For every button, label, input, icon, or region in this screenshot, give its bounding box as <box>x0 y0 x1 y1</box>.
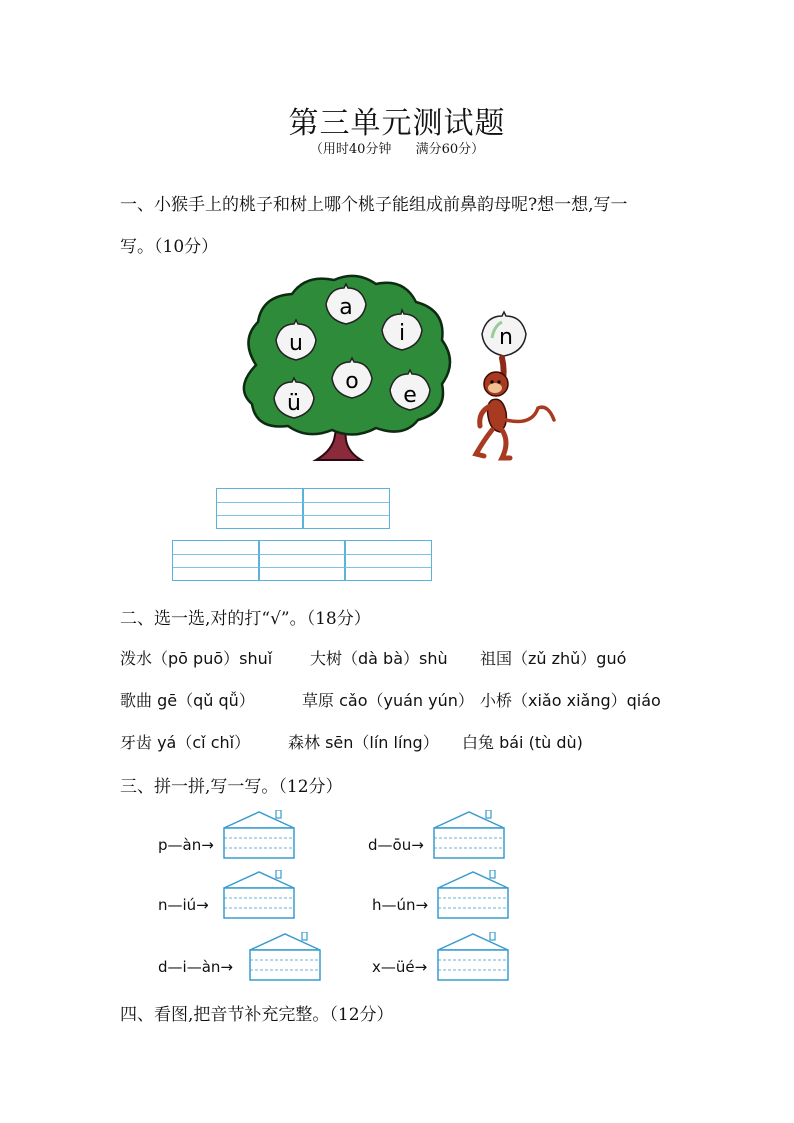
peach-n <box>482 312 526 356</box>
q2-item[interactable]: 牙齿 yá（cǐ chǐ） <box>120 733 251 752</box>
peach-label-n: n <box>499 325 513 350</box>
answer-box[interactable] <box>216 488 304 529</box>
house-answer-box[interactable] <box>432 810 506 860</box>
answer-box[interactable] <box>172 540 260 581</box>
answer-box[interactable] <box>302 488 390 529</box>
house-answer-box[interactable] <box>222 870 296 920</box>
peach-label-i: i <box>398 321 406 346</box>
q3-spelling: d—ōu→ <box>368 836 424 854</box>
q2-item[interactable]: 大树（dà bà）shù <box>310 649 448 668</box>
q2-item[interactable]: 祖国（zǔ zhǔ）guó <box>480 649 627 668</box>
q1-text-line1: 一、小猴手上的桃子和树上哪个桃子能组成前鼻韵母呢?想一想,写一 <box>120 195 628 215</box>
monkey-illustration <box>462 308 562 464</box>
q2-item[interactable]: 泼水（pō puō）shuǐ <box>120 649 273 668</box>
q2-item[interactable]: 白兔 bái (tù dù) <box>462 733 583 752</box>
q2-item[interactable]: 森林 sēn（lín líng） <box>288 733 439 752</box>
q2-row-1 <box>120 646 680 670</box>
full-score: 满分60分） <box>415 142 485 157</box>
q2-row-2 <box>120 688 680 712</box>
q3-spelling: h—ún→ <box>372 896 429 914</box>
q4-title: 四、看图,把音节补充完整。（12分） <box>120 1005 394 1025</box>
house-answer-box[interactable] <box>222 810 296 860</box>
q2-row-3 <box>120 730 680 754</box>
peach-label-u: u <box>289 331 303 356</box>
tree-illustration <box>236 270 456 466</box>
q3-spelling: d—i—àn→ <box>158 958 233 976</box>
q3-spelling: x—üé→ <box>372 958 428 976</box>
peach-label-a: a <box>339 295 353 320</box>
house-answer-box[interactable] <box>248 932 322 982</box>
time-limit: （用时40分钟 <box>309 142 392 157</box>
q3-spelling: p—àn→ <box>158 836 214 854</box>
house-answer-box[interactable] <box>436 932 510 982</box>
house-answer-box[interactable] <box>436 870 510 920</box>
peach-label-e: e <box>403 383 417 408</box>
peach-label-u-umlaut: ü <box>287 391 301 416</box>
q2-item[interactable]: 草原 cǎo（yuán yún） <box>302 691 474 710</box>
q2-title: 二、选一选,对的打“√”。（18分） <box>120 609 371 629</box>
q1-text-line2: 写。（10分） <box>120 237 219 257</box>
q3-title: 三、拼一拼,写一写。（12分） <box>120 777 343 797</box>
peach-label-o: o <box>345 369 359 394</box>
q2-item[interactable]: 小桥（xiǎo xiǎng）qiáo <box>480 691 661 710</box>
page-subtitle <box>0 138 794 157</box>
answer-box[interactable] <box>258 540 346 581</box>
page-title: 第三单元测试题 <box>288 106 506 141</box>
q3-spelling: n—iú→ <box>158 896 209 914</box>
answer-box[interactable] <box>344 540 432 581</box>
q2-item[interactable]: 歌曲 gē（qǔ qǚ） <box>120 691 255 710</box>
